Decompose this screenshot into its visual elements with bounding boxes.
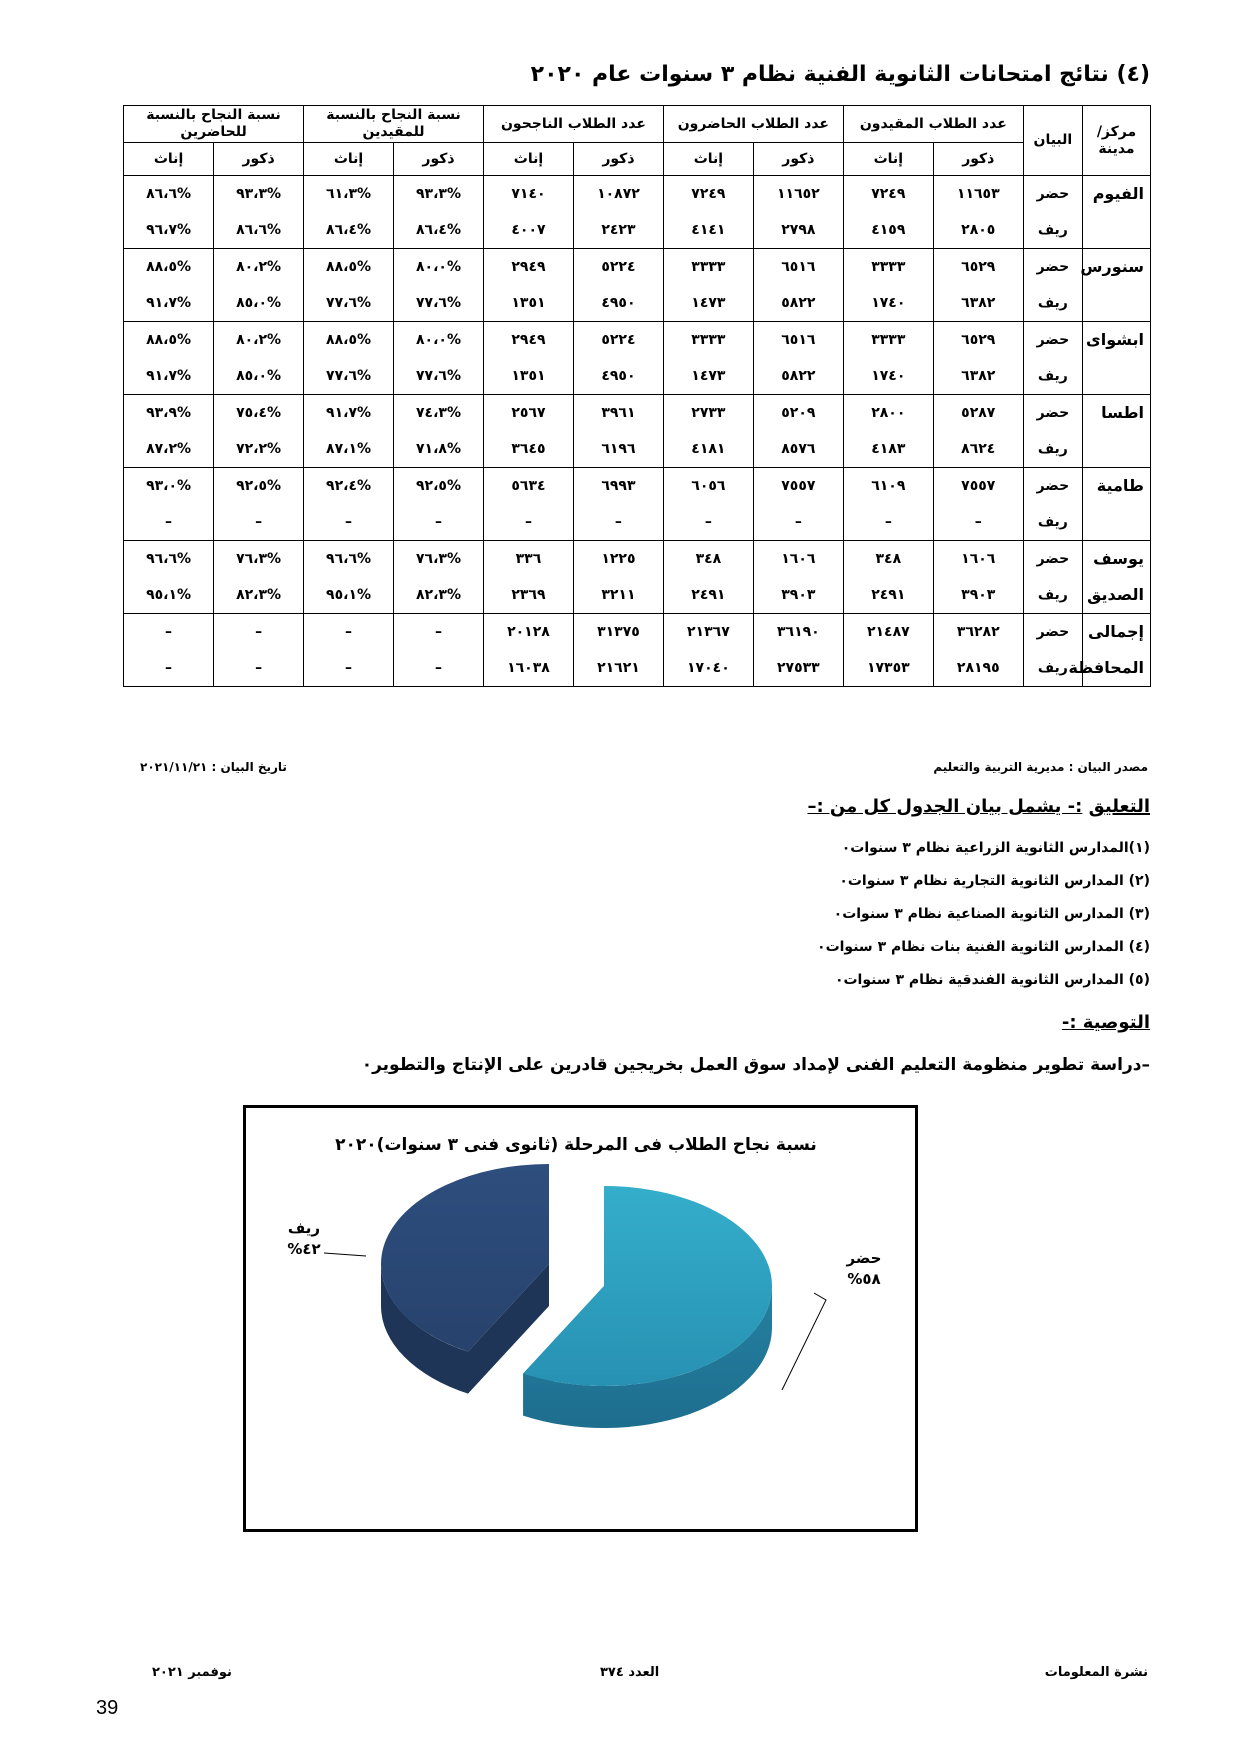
list-item: (٥) المدارس الثانوية الفندقية نظام ٣ سنوات٠ [834, 972, 1150, 988]
table-cell: ٢٧٥٣٣ [753, 650, 843, 687]
table-cell: ٥٨٢٢ [753, 358, 843, 395]
footer-publication: نشرة المعلومات [1044, 1665, 1148, 1680]
city-name: ابشواى [1082, 322, 1150, 359]
table-cell: ٢١٣٦٧ [663, 614, 753, 651]
list-item: (٣) المدارس الثانوية الصناعية نظام ٣ سنوات٠ [833, 906, 1150, 922]
pie-value-label: %٤٢ [287, 1240, 321, 1258]
header-male: ذكور [394, 143, 484, 176]
table-cell: %٨٧،١ [304, 431, 394, 468]
table-cell: ٤٠٠٧ [483, 212, 573, 249]
table-cell: ٣٣٣٣ [663, 249, 753, 286]
header-female: إناث [663, 143, 753, 176]
table-cell: ١٤٧٣ [663, 358, 753, 395]
rural-label: ريف [1023, 358, 1082, 395]
table-cell: %٨٠،٠ [394, 249, 484, 286]
table-cell: – [214, 614, 304, 651]
table-cell: ٣٦٢٨٢ [933, 614, 1023, 651]
list-item: (٢) المدارس الثانوية التجارية نظام ٣ سنوات٠ [839, 873, 1150, 889]
header-male: ذكور [573, 143, 663, 176]
header-female: إناث [843, 143, 933, 176]
table-row [124, 212, 1151, 249]
rural-label: ريف [1023, 431, 1082, 468]
header-pass-rate-attendees: نسبة النجاح بالنسبة للحاضرين [124, 106, 304, 143]
table-cell: %٨٠،٢ [214, 322, 304, 359]
table-cell: %٧٧،٦ [394, 358, 484, 395]
table-cell: ٣٤٨ [843, 541, 933, 578]
results-table [123, 105, 1151, 687]
table-row [124, 395, 1151, 432]
table-cell: %٧٦،٣ [394, 541, 484, 578]
table-cell: ٢٧٣٣ [663, 395, 753, 432]
table-cell: ٣٩٦١ [573, 395, 663, 432]
comment-heading [807, 796, 1150, 817]
rural-label: ريف [1023, 504, 1082, 541]
page-number: 39 [96, 1697, 119, 1719]
table-cell: ١٦٠٦ [753, 541, 843, 578]
table-cell: ١٢٢٥ [573, 541, 663, 578]
comment-list [817, 832, 1150, 997]
table-cell: ٥٢٢٤ [573, 249, 663, 286]
pie-value-label: %٥٨ [847, 1270, 881, 1288]
table-cell: ٧١٤٠ [483, 176, 573, 213]
table-row [124, 249, 1151, 286]
table-cell: ٤٩٥٠ [573, 358, 663, 395]
table-cell: %٨٢،٣ [214, 577, 304, 614]
table-cell: ٢٤٩١ [663, 577, 753, 614]
table-cell: ٧٥٥٧ [753, 468, 843, 505]
table-cell: – [483, 504, 573, 541]
table-cell: ٣١٣٧٥ [573, 614, 663, 651]
table-cell: ٦١٠٩ [843, 468, 933, 505]
table-cell: %٨٦،٤ [304, 212, 394, 249]
header-center: مركز/مدينة [1082, 106, 1150, 176]
table-cell: %٨٢،٣ [394, 577, 484, 614]
recommendation-text: –دراسة تطوير منظومة التعليم الفنى لإمداد سوق العمل بخريجين قادرين على الإنتاج والتطوير٠ [361, 1055, 1150, 1075]
table-row [124, 358, 1151, 395]
city-name-part2 [1082, 504, 1150, 541]
table-cell: ٢١٤٨٧ [843, 614, 933, 651]
table-cell: ٨٦٢٤ [933, 431, 1023, 468]
city-name: الفيوم [1082, 176, 1150, 213]
table-cell: ٦٠٥٦ [663, 468, 753, 505]
rural-label: ريف [1023, 285, 1082, 322]
table-cell: – [304, 614, 394, 651]
table-cell: %٩٣،٠ [124, 468, 214, 505]
table-cell: %٩٣،٣ [214, 176, 304, 213]
table-cell: ٣٦٤٥ [483, 431, 573, 468]
table-cell: ٤١٤١ [663, 212, 753, 249]
header-applicants: عدد الطلاب المقيدون [843, 106, 1023, 143]
table-cell: – [304, 504, 394, 541]
table-cell: ١٧٤٠ [843, 358, 933, 395]
pie-leader-line [782, 1293, 826, 1390]
table-cell: ٢٤٢٣ [573, 212, 663, 249]
city-name-part1: إجمالى [1082, 614, 1150, 651]
header-male: ذكور [214, 143, 304, 176]
table-cell: – [573, 504, 663, 541]
table-cell: ٤٩٥٠ [573, 285, 663, 322]
header-passed: عدد الطلاب الناجحون [483, 106, 663, 143]
table-cell: ٦٣٨٢ [933, 285, 1023, 322]
table-row [124, 322, 1151, 359]
header-female: إناث [304, 143, 394, 176]
table-cell: ٣٣٣٣ [843, 322, 933, 359]
city-name-part1: يوسف [1082, 541, 1150, 578]
table-row [124, 504, 1151, 541]
comment-keyword: التعليق [1088, 796, 1150, 817]
table-cell: %٨٠،٢ [214, 249, 304, 286]
table-cell: – [933, 504, 1023, 541]
table-cell: – [214, 650, 304, 687]
table-row [124, 285, 1151, 322]
table-cell: %٩٥،١ [304, 577, 394, 614]
table-cell: ١٧٠٤٠ [663, 650, 753, 687]
table-cell: – [214, 504, 304, 541]
table-cell: ٢٨١٩٥ [933, 650, 1023, 687]
table-cell: ٦٥٢٩ [933, 249, 1023, 286]
footer-date: نوفمبر ٢٠٢١ [152, 1665, 232, 1680]
urban-label: حضر [1023, 541, 1082, 578]
table-cell: – [753, 504, 843, 541]
table-cell: ١٠٨٧٢ [573, 176, 663, 213]
table-cell: ٦١٩٦ [573, 431, 663, 468]
table-cell: %٧١،٨ [394, 431, 484, 468]
table-cell: %٩٥،١ [124, 577, 214, 614]
table-cell: ٥٢٠٩ [753, 395, 843, 432]
table-cell: %٨٦،٤ [394, 212, 484, 249]
table-cell: ٢٥٦٧ [483, 395, 573, 432]
table-cell: %٨٨،٥ [304, 322, 394, 359]
header-attendees: عدد الطلاب الحاضرون [663, 106, 843, 143]
table-cell: ٢٩٤٩ [483, 249, 573, 286]
pie-label: ريف [287, 1219, 321, 1237]
table-cell: %٧٧،٦ [304, 358, 394, 395]
table-cell: ٤١٨١ [663, 431, 753, 468]
table-cell: %٩٦،٦ [304, 541, 394, 578]
table-cell: ٦٣٨٢ [933, 358, 1023, 395]
table-cell: ٦٥٢٩ [933, 322, 1023, 359]
table-cell: ١٧٣٥٣ [843, 650, 933, 687]
table-row [124, 176, 1151, 213]
city-name-part2 [1082, 285, 1150, 322]
header-male: ذكور [753, 143, 843, 176]
table-cell: %٨٥،٠ [214, 358, 304, 395]
table-cell: %٧٥،٤ [214, 395, 304, 432]
header-pass-rate-enrolled: نسبة النجاح بالنسبة للمقيدين [304, 106, 484, 143]
urban-label: حضر [1023, 322, 1082, 359]
city-name: سنورس [1082, 249, 1150, 286]
table-cell: ٣٦١٩٠ [753, 614, 843, 651]
table-cell: ٣٩٠٣ [933, 577, 1023, 614]
city-name-part2 [1082, 358, 1150, 395]
table-cell: ٤١٨٣ [843, 431, 933, 468]
table-cell: ٦٩٩٣ [573, 468, 663, 505]
table-cell: %٩٣،٣ [394, 176, 484, 213]
pie-leader-line [324, 1253, 366, 1256]
comment-text: :- يشمل بيان الجدول كل من :– [807, 796, 1083, 817]
table-cell: ٢١٦٢١ [573, 650, 663, 687]
table-cell: %٩٦،٧ [124, 212, 214, 249]
urban-label: حضر [1023, 614, 1082, 651]
table-row [124, 468, 1151, 505]
pie-chart-frame [243, 1105, 918, 1532]
table-cell: %٧٢،٢ [214, 431, 304, 468]
table-cell: – [304, 650, 394, 687]
table-cell: ٧٢٤٩ [843, 176, 933, 213]
header-female: إناث [124, 143, 214, 176]
table-cell: ٥٨٢٢ [753, 285, 843, 322]
table-cell: %٧٤،٣ [394, 395, 484, 432]
table-cell: %٨٨،٥ [304, 249, 394, 286]
table-cell: – [394, 504, 484, 541]
table-cell: %٩٢،٤ [304, 468, 394, 505]
city-name: اطسا [1082, 395, 1150, 432]
table-cell: ١٣٥١ [483, 358, 573, 395]
table-cell: ١٧٤٠ [843, 285, 933, 322]
table-row [124, 650, 1151, 687]
header-statement: البيان [1023, 106, 1082, 176]
table-cell: ١٦٠٣٨ [483, 650, 573, 687]
table-cell: %٩١،٧ [124, 358, 214, 395]
table-cell: %٨٠،٠ [394, 322, 484, 359]
table-cell: %٩٢،٥ [214, 468, 304, 505]
table-cell: ٢٨٠٠ [843, 395, 933, 432]
table-cell: %٨٧،٢ [124, 431, 214, 468]
rural-label: ريف [1023, 212, 1082, 249]
table-cell: %٨٨،٥ [124, 249, 214, 286]
table-cell: %٨٥،٠ [214, 285, 304, 322]
table-cell: ٥٢٨٧ [933, 395, 1023, 432]
footer-issue: العدد ٣٧٤ [600, 1665, 660, 1680]
table-cell: %٦١،٣ [304, 176, 394, 213]
table-cell: ٧٥٥٧ [933, 468, 1023, 505]
recommendation-heading: التوصية :- [1061, 1012, 1150, 1033]
table-cell: ٢٩٤٩ [483, 322, 573, 359]
table-cell: ٢٠١٢٨ [483, 614, 573, 651]
urban-label: حضر [1023, 468, 1082, 505]
table-cell: ٥٦٣٤ [483, 468, 573, 505]
list-item: (٤) المدارس الثانوية الفنية بنات نظام ٣ سنوات٠ [817, 939, 1150, 955]
urban-label: حضر [1023, 176, 1082, 213]
table-row [124, 577, 1151, 614]
table-cell: – [394, 614, 484, 651]
urban-label: حضر [1023, 249, 1082, 286]
rural-label: ريف [1023, 650, 1082, 687]
header-female: إناث [483, 143, 573, 176]
city-name-part2 [1082, 431, 1150, 468]
table-row [124, 541, 1151, 578]
table-cell: ٨٥٧٦ [753, 431, 843, 468]
list-item: (١)المدارس الثانوية الزراعية نظام ٣ سنوات٠ [841, 840, 1150, 856]
pie-chart [246, 1108, 915, 1529]
table-cell: ٣٤٨ [663, 541, 753, 578]
table-cell: ٦٥١٦ [753, 322, 843, 359]
city-name: طامية [1082, 468, 1150, 505]
table-cell: %٩٢،٥ [394, 468, 484, 505]
table-row [124, 431, 1151, 468]
table-cell: %٩٦،٦ [124, 541, 214, 578]
table-cell: ٣٢١١ [573, 577, 663, 614]
urban-label: حضر [1023, 395, 1082, 432]
table-cell: – [663, 504, 753, 541]
table-cell: – [124, 504, 214, 541]
table-cell: ٤١٥٩ [843, 212, 933, 249]
table-cell: %٩١،٧ [124, 285, 214, 322]
table-cell: – [124, 614, 214, 651]
chart-title: نسبة نجاح الطلاب فى المرحلة (ثانوى فنى ٣ سنوات)٢٠٢٠ [335, 1135, 817, 1155]
table-cell: %٨٦،٦ [124, 176, 214, 213]
city-name-part2: الصديق [1082, 577, 1150, 614]
table-cell: %٧٦،٣ [214, 541, 304, 578]
table-cell: ١١٦٥٣ [933, 176, 1023, 213]
table-row [124, 614, 1151, 651]
pie-label: حضر [846, 1249, 882, 1267]
table-cell: ١٤٧٣ [663, 285, 753, 322]
table-cell: ١٣٥١ [483, 285, 573, 322]
city-name-part2: المحافظة [1082, 650, 1150, 687]
table-cell: ٣٣٣٣ [843, 249, 933, 286]
table-cell: – [843, 504, 933, 541]
header-male: ذكور [933, 143, 1023, 176]
table-cell: %٧٧،٦ [394, 285, 484, 322]
page-title: (٤) نتائج امتحانات الثانوية الفنية نظام ٣ سنوات عام ٢٠٢٠ [530, 62, 1150, 87]
table-cell: %٩١،٧ [304, 395, 394, 432]
data-date: تاريخ البيان : ٢٠٢١/١١/٢١ [140, 760, 287, 774]
table-cell: %٩٣،٩ [124, 395, 214, 432]
rural-label: ريف [1023, 577, 1082, 614]
data-source: مصدر البيان : مديرية التربية والتعليم [933, 760, 1148, 774]
table-cell: %٨٨،٥ [124, 322, 214, 359]
table-cell: %٨٦،٦ [214, 212, 304, 249]
table-cell: ٧٢٤٩ [663, 176, 753, 213]
table-cell: ٦٥١٦ [753, 249, 843, 286]
table-cell: ٢٨٠٥ [933, 212, 1023, 249]
table-cell: ٣٣٦ [483, 541, 573, 578]
table-cell: ١٦٠٦ [933, 541, 1023, 578]
table-cell: – [394, 650, 484, 687]
table-cell: ٣٣٣٣ [663, 322, 753, 359]
table-cell: – [124, 650, 214, 687]
city-name-part2 [1082, 212, 1150, 249]
table-cell: %٧٧،٦ [304, 285, 394, 322]
table-cell: ٢٣٦٩ [483, 577, 573, 614]
table-cell: ٣٩٠٣ [753, 577, 843, 614]
table-cell: ١١٦٥٢ [753, 176, 843, 213]
table-cell: ٢٧٩٨ [753, 212, 843, 249]
table-cell: ٢٤٩١ [843, 577, 933, 614]
table-cell: ٥٢٢٤ [573, 322, 663, 359]
